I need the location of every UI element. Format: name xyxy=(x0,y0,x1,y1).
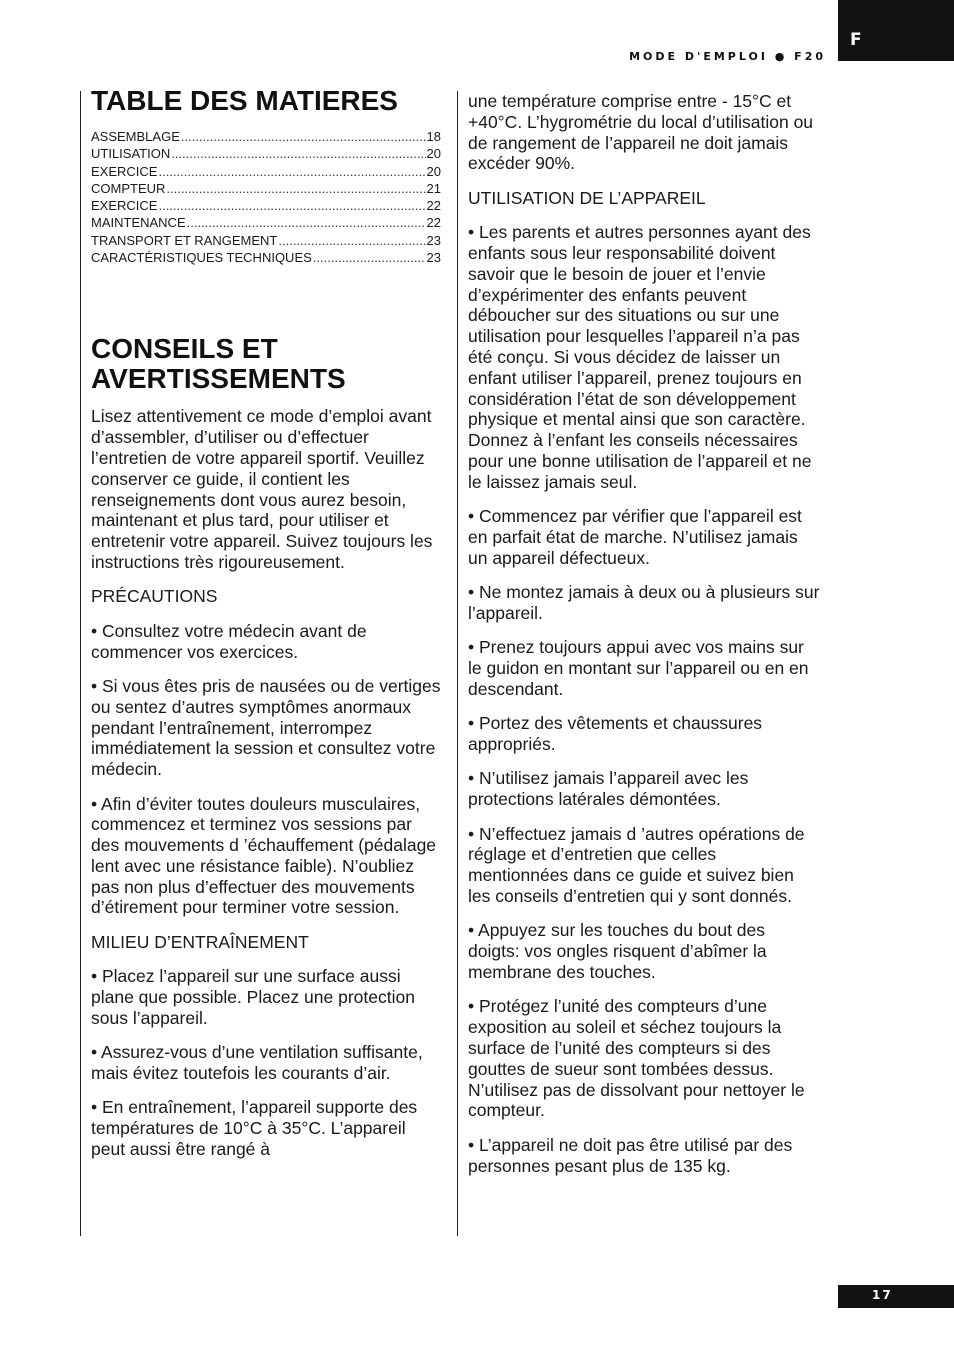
toc-item-label: EXERCICE xyxy=(91,198,158,214)
intro-paragraph: Lisez attentivement ce mode d’emploi avant d’assembler, d’utiliser ou d’effectuer l’entretien de votre appareil sportif. Veuillez conserver ce guide, il contient les renseignements dont vous aurez besoin, maintenant et plus tard, pour utiliser et entretenir votre appareil. Suivez toujours les instructions très rigoureusement. xyxy=(91,406,433,572)
precaution-item: • Afin d’éviter toutes douleurs musculaires, commencez et terminez vos sessions par des mouvements d ’échauffement (pédalage lent avec une résistance faible). N’oubliez pas non plus d’effectuer des mouvements d’étirement pour terminer votre session. xyxy=(91,793,437,918)
utilisation-item: • Prenez toujours appui avec vos mains sur le guidon en montant sur l’appareil ou en en descendant. xyxy=(468,637,809,699)
utilisation-item: • Protégez l’unité des compteurs d’une exposition au soleil et séchez toujours la surface de l’unité des compteurs si des gouttes de sueur sont tombées dessus. N’utilisez pas de dissolvant pour nettoyer le compteur. xyxy=(468,996,805,1121)
toc-item xyxy=(91,214,441,231)
milieu-item: • En entraînement, l’appareil supporte des températures de 10°C à 35°C. L’appareil peut aussi être rangé à xyxy=(91,1097,418,1160)
language-tab xyxy=(838,0,954,61)
toc-item-page: 21 xyxy=(426,180,441,196)
utilisation-item: • N’effectuez jamais d ’autres opérations de réglage et d’entretien que celles mentionnées dans ce guide et suivez bien les conseils d’entretien qui y sont donnés. xyxy=(468,823,805,907)
toc-title: TABLE DES MATIERES xyxy=(91,85,398,116)
utilisation-item: • Ne montez jamais à deux ou à plusieurs sur l’appareil. xyxy=(468,582,820,623)
toc-item-label: COMPTEUR xyxy=(91,180,166,196)
toc-item-page: 22 xyxy=(426,198,441,214)
table-of-contents xyxy=(91,128,441,266)
utilisation-item: • N’utilisez jamais l’appareil avec les protections latérales démontées. xyxy=(468,768,749,810)
toc-item xyxy=(91,249,441,266)
milieu-item: • Placez l’appareil sur une surface aussi plane que possible. Placez une protection sous l’appareil. xyxy=(91,966,415,1028)
toc-item xyxy=(91,232,441,249)
utilisation-item: • Portez des vêtements et chaussures appropriés. xyxy=(468,713,763,755)
precautions-heading: PRÉCAUTIONS xyxy=(91,586,218,607)
toc-item-page: 23 xyxy=(426,250,441,266)
page-number-tab xyxy=(838,1285,954,1308)
utilisation-item: • Les parents et autres personnes ayant des enfants sous leur responsabilité doivent savoir que le besoin de jouer et l’envie d’expérimenter des enfants peuvent déboucher sur des situations ou sur une utilisation pour lesquelles l’appareil n’a pas été conçu. Si vous décidez de laisser un enfant utiliser l’appareil, prenez toujours en considération l’état de son développement physique et mental ainsi que son caractère. Donnez à l’enfant les conseils nécessaires pour une bonne utilisation de l’appareil et ne le laissez jamais seul. xyxy=(468,222,812,492)
utilisation-item: • L’appareil ne doit pas être utilisé par des personnes pesant plus de 135 kg. xyxy=(468,1134,793,1176)
toc-item-label: TRANSPORT ET RANGEMENT xyxy=(91,232,278,248)
right-column-rule xyxy=(457,91,458,1236)
running-header: MODE D'EMPLOI ● F20 xyxy=(629,50,826,63)
right-column xyxy=(468,91,820,1190)
utilisation-heading: UTILISATION DE L’APPAREIL xyxy=(468,187,706,208)
toc-item xyxy=(91,128,441,145)
milieu-heading: MILIEU D’ENTRAÎNEMENT xyxy=(91,931,309,952)
toc-item-page: 18 xyxy=(426,129,441,144)
toc-item-page: 20 xyxy=(426,163,441,179)
page-number: 17 xyxy=(872,1288,893,1302)
left-column xyxy=(91,86,441,1173)
toc-item-label: CARACTÉRISTIQUES TECHNIQUES xyxy=(91,250,312,266)
toc-item-page: 20 xyxy=(426,146,441,162)
toc-item-page: 23 xyxy=(426,232,441,248)
milieu-item: • Assurez-vous d’une ventilation suffisante, mais évitez toutefois les courants d’air. xyxy=(91,1042,423,1084)
toc-item-label: ASSEMBLAGE xyxy=(91,129,180,144)
toc-item xyxy=(91,197,441,214)
toc-item-page: 22 xyxy=(426,215,441,231)
precaution-item: • Si vous êtes pris de nausées ou de vertiges ou sentez d’autres symptômes anormaux pendant l’entraînement, interrompez immédiatement la session et consultez votre médecin. xyxy=(91,675,441,780)
utilisation-item: • Appuyez sur les touches du bout des doigts: vos ongles risquent d’abîmer la membrane des touches. xyxy=(468,920,767,983)
toc-item xyxy=(91,145,441,162)
milieu-continued: une température comprise entre - 15°C et +40°C. L’hygrométrie du local d’utilisation ou de rangement de l’appareil ne doit jamais excéder 90%. xyxy=(468,91,814,174)
toc-item-label: UTILISATION xyxy=(91,146,171,162)
utilisation-item: • Commencez par vérifier que l’appareil est en parfait état de marche. N’utilisez jamais un appareil défectueux. xyxy=(468,506,802,568)
precaution-item: • Consultez votre médecin avant de commencer vos exercices. xyxy=(91,620,367,662)
conseils-title: CONSEILS ET AVERTISSEMENTS xyxy=(91,333,346,395)
toc-item xyxy=(91,163,441,180)
left-column-rule xyxy=(80,91,81,1236)
toc-item-label: EXERCICE xyxy=(91,163,158,179)
toc-item xyxy=(91,180,441,197)
toc-item-label: MAINTENANCE xyxy=(91,215,186,231)
language-tab-label: F xyxy=(850,30,862,50)
